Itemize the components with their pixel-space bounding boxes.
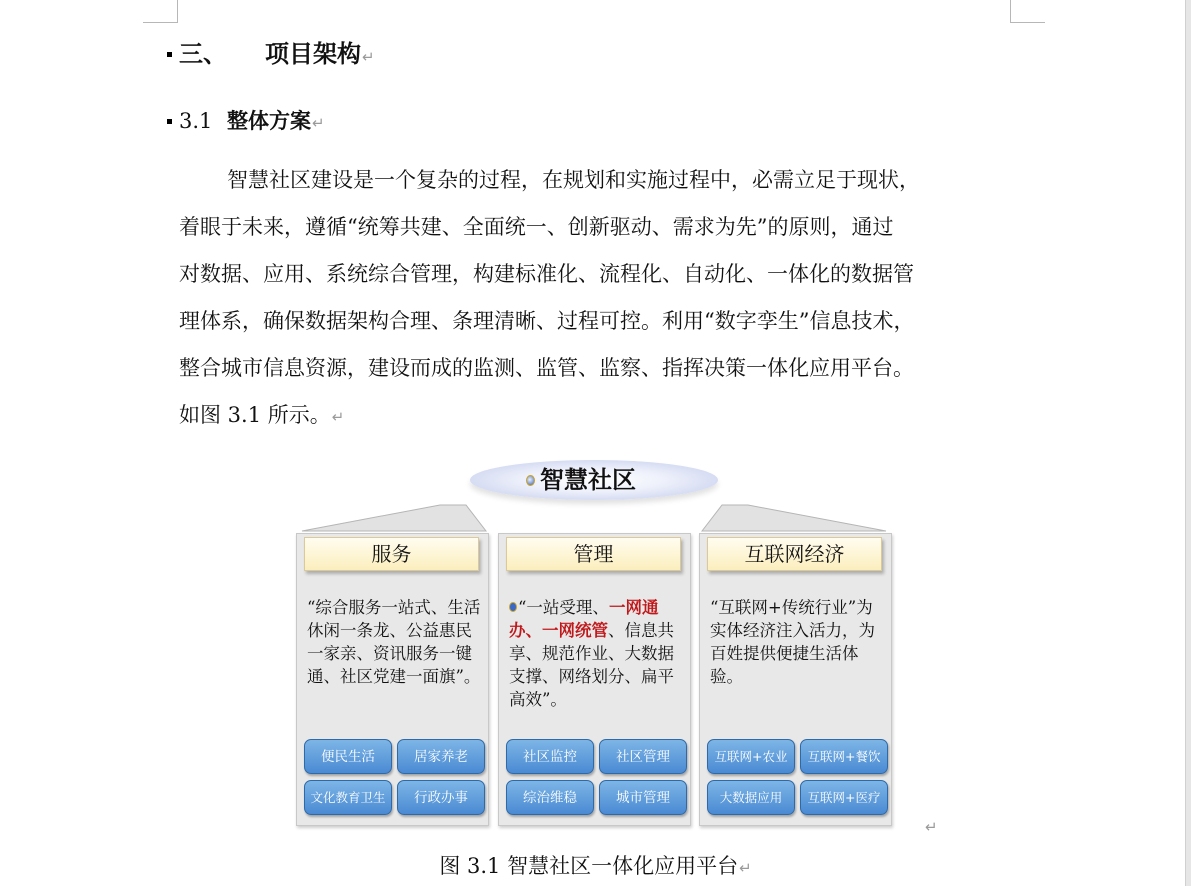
page-margin-corner-left: [143, 0, 178, 23]
caption-text: 图 3.1 智慧社区一体化应用平台: [439, 854, 739, 878]
tag-button[interactable]: 社区监控: [506, 739, 594, 774]
paragraph-mark-icon: ↵: [739, 859, 752, 877]
heading2-number: 3.1: [179, 109, 213, 133]
column-header: 服务: [304, 537, 479, 571]
tag-button[interactable]: 互联网+餐饮: [800, 739, 888, 774]
column-management: [498, 533, 691, 826]
heading1-title: 项目架构: [265, 40, 361, 68]
tag-button[interactable]: 行政办事: [397, 780, 485, 815]
column-service: [296, 533, 489, 826]
column-description: “综合服务一站式、生活休闲一条龙、公益惠民一家亲、资讯服务一键通、社区党建一面旗”。: [307, 598, 481, 686]
tag-button[interactable]: 互联网+医疗: [800, 780, 888, 815]
tag-button[interactable]: 居家养老: [397, 739, 485, 774]
page-margin-corner-right: [1010, 0, 1045, 23]
heading-2: [179, 106, 325, 138]
column-internet-economy: [699, 533, 892, 826]
tag-button[interactable]: 社区管理: [599, 739, 687, 774]
figure-title: 智慧社区: [540, 466, 636, 494]
paragraph-line-text: 如图 3.1 所示。: [179, 403, 331, 427]
heading1-number: 三、: [179, 40, 227, 68]
heading2-title: 整体方案: [227, 109, 312, 133]
paragraph-line: 理体系，确保数据架构合理、条理清晰、过程可控。利用“数字孪生”信息技术，: [179, 309, 915, 333]
paragraph-mark-icon: ↵: [331, 408, 345, 426]
description-text: 、信息共享、规范作业、大数据支撑、网络划分、扁平高效”。: [509, 621, 674, 709]
tag-button[interactable]: 互联网+农业: [707, 739, 795, 774]
paragraph-mark-icon: ↵: [312, 114, 325, 132]
tag-button[interactable]: 大数据应用: [707, 780, 795, 815]
description-highlight: 一网通办、一网统管: [509, 598, 659, 640]
paragraph-mark-icon: ↵: [362, 48, 375, 66]
architecture-figure: [294, 455, 894, 827]
bullet-dot-icon: [526, 475, 535, 486]
heading2-bullet: [167, 119, 172, 124]
paragraph-line: 着眼于未来，遵循“统筹共建、全面统一、创新驱动、需求为先”的原则，通过: [179, 215, 894, 239]
tag-button[interactable]: 文化教育卫生: [304, 780, 392, 815]
figure-caption: [0, 850, 1191, 884]
tag-button[interactable]: 城市管理: [599, 780, 687, 815]
tag-button[interactable]: 便民生活: [304, 739, 392, 774]
column-description: “互联网+传统行业”为实体经济注入活力，为百姓提供便捷生活体验。: [710, 598, 875, 686]
bullet-dot-icon: [509, 602, 517, 612]
tag-button[interactable]: 综治维稳: [506, 780, 594, 815]
vertical-scrollbar[interactable]: [1185, 0, 1191, 886]
paragraph-line: 整合城市信息资源，建设而成的监测、监管、监察、指挥决策一体化应用平台。: [179, 356, 914, 380]
column-description: [509, 596, 685, 711]
paragraph-line: 智慧社区建设是一个复杂的过程，在规划和实施过程中，必需立足于现状，: [227, 168, 920, 192]
paragraph-line: 对数据、应用、系统综合管理，构建标准化、流程化、自动化、一体化的数据管: [179, 262, 914, 286]
description-text: “一站受理、: [518, 598, 609, 617]
paragraph-mark-icon: ↵: [925, 818, 938, 836]
body-paragraph: [179, 157, 1014, 441]
heading-1: [179, 38, 375, 73]
column-header: 互联网经济: [707, 537, 882, 571]
paragraph-line-last: [179, 392, 1014, 441]
heading1-bullet: [167, 52, 172, 57]
column-header: 管理: [506, 537, 681, 571]
